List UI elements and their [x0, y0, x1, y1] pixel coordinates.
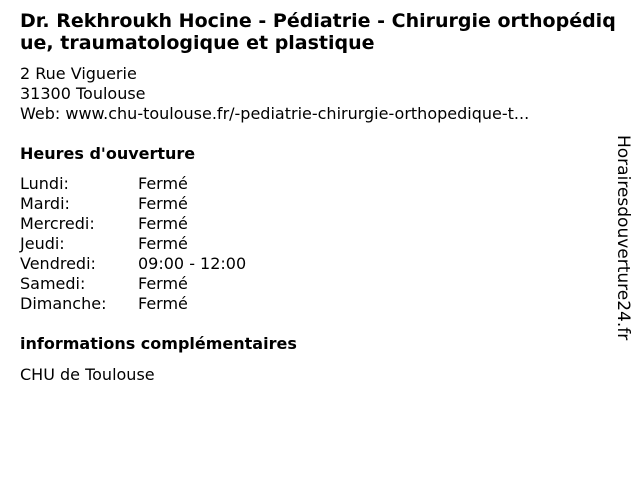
day-label: Jeudi: — [20, 234, 65, 253]
hours-value: Fermé — [138, 214, 188, 233]
hours-row-tuesday — [20, 194, 246, 214]
hours-row-wednesday — [20, 214, 246, 234]
hours-value: 09:00 - 12:00 — [138, 254, 247, 273]
day-label: Dimanche: — [20, 294, 107, 313]
day-label: Vendredi: — [20, 254, 96, 273]
day-label: Lundi: — [20, 174, 69, 193]
day-label: Samedi: — [20, 274, 86, 293]
address-street: 2 Rue Viguerie — [20, 64, 137, 83]
hours-row-thursday — [20, 234, 246, 254]
hours-row-sunday — [20, 294, 246, 314]
opening-hours-list — [20, 174, 246, 314]
address-city: 31300 Toulouse — [20, 84, 146, 103]
hours-value: Fermé — [138, 274, 188, 293]
day-label: Mardi: — [20, 194, 70, 213]
hours-row-monday — [20, 174, 246, 194]
opening-hours-heading: Heures d'ouverture — [20, 144, 196, 163]
hours-value: Fermé — [138, 194, 188, 213]
hours-row-friday — [20, 254, 246, 274]
hours-value: Fermé — [138, 174, 188, 193]
hours-row-saturday — [20, 274, 246, 294]
website-link[interactable]: Web: www.chu-toulouse.fr/-pediatrie-chirurgie-orthopedique-t... — [20, 104, 530, 123]
page-title: Dr. Rekhroukh Hocine - Pédiatrie - Chirurgie orthopédique, traumatologique et plastique — [20, 10, 616, 54]
day-label: Mercredi: — [20, 214, 95, 233]
additional-info-text: CHU de Toulouse — [20, 365, 155, 384]
hours-value: Fermé — [138, 234, 188, 253]
site-watermark: Horairesdouverture24.fr — [613, 135, 633, 341]
hours-value: Fermé — [138, 294, 188, 313]
address-block — [20, 64, 529, 124]
additional-info-heading: informations complémentaires — [20, 334, 297, 353]
